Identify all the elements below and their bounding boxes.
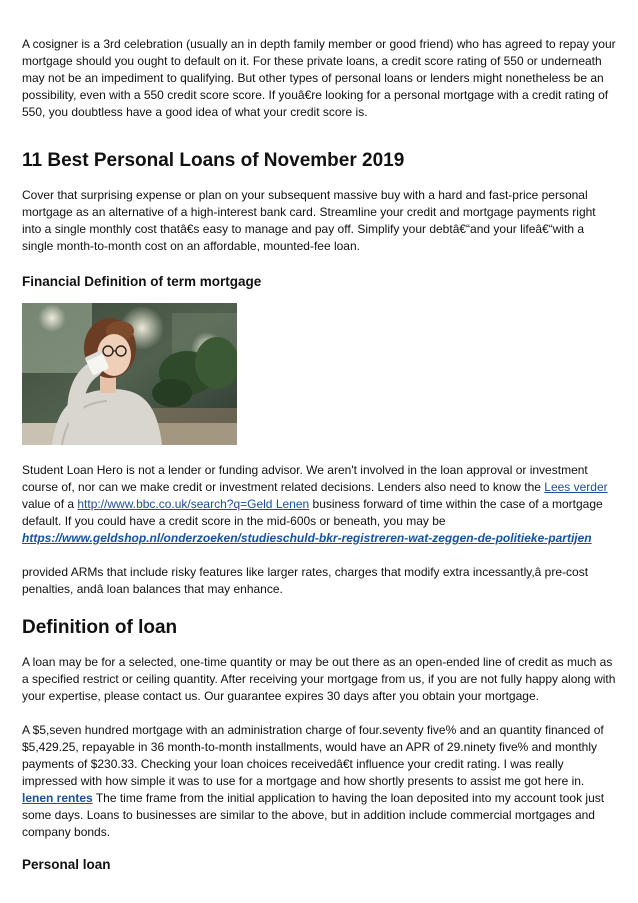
heading-definition-of-loan: Definition of loan — [22, 617, 178, 638]
lenen-rentes-link[interactable]: lenen rentes — [22, 791, 93, 805]
student-loan-paragraph — [22, 462, 616, 547]
example-text-2: The time frame from the initial application to having the loan deposited into my account took just some days. Loans to businesses are similar to the above, but in addition include commercial mortgages and company bonds. — [22, 791, 605, 839]
geldshop-link[interactable]: https://www.geldshop.nl/onderzoeken/studieschuld-bkr-registreren-wat-zeggen-de-politieke-partijen — [22, 531, 592, 545]
example-paragraph — [22, 722, 616, 841]
woman-drinking-coffee-photo — [22, 303, 237, 445]
student-text-1: Student Loan Hero is not a lender or funding advisor. We aren't involved in the loan approval or investment course of, nor can we make credit or investment related decisions. Lenders also need to know the — [22, 463, 588, 494]
heading-personal-loan: Personal loan — [22, 857, 111, 872]
bbc-search-link[interactable]: http://www.bbc.co.uk/search?q=Geld Lenen — [77, 497, 310, 511]
heading-financial-definition: Financial Definition of term mortgage — [22, 274, 262, 289]
lees-verder-link[interactable]: Lees verder — [544, 480, 608, 494]
cover-paragraph: Cover that surprising expense or plan on your subsequent massive buy with a hard and fast-price personal mortgage as an alternative of a high-interest bank card. Streamline your credit and mortgage payments right into a single monthly cost thatâ€s easy to manage and pay off. Simplify your debtâ€“and your lifeâ€“with a single month-to-month cost on an affordable, mounted-fee loan. — [22, 188, 596, 253]
student-text-2: value of a — [22, 497, 78, 511]
intro-paragraph: A cosigner is a 3rd celebration (usually an in depth family member or good friend) who has agreed to repay your mortgage should you ought to default on it. For these private loans, a credit score rating of 550 or underneath may not be an impediment to qualifying. But other types of personal loans or lenders might nonetheless be an possibility, even with a 550 credit score score. If youâ€re looking for a personal mortgage with a credit rating of 550, you doubtless have a good idea of what your credit score is. — [22, 37, 616, 119]
arms-paragraph: provided ARMs that include risky features like larger rates, charges that modify extra incessantly,â pre-cost penalties, andâ loan balances that may enhance. — [22, 565, 589, 596]
heading-best-personal-loans: 11 Best Personal Loans of November 2019 — [22, 150, 405, 171]
student-text-3: business forward of time within the case of a mortgage default. If you could have a credit score in the mid-600s or beneath, you may be — [22, 497, 603, 528]
loan-paragraph: A loan may be for a selected, one-time quantity or may be out there as an open-ended line of credit as much as a specified restrict or ceiling quantity. After receiving your mortgage from us, if you are not fully happy along with your expertise, please contact us. Our guarantee expires 30 days after you obtain your mortgage. — [22, 655, 616, 703]
example-text-1: A $5,seven hundred mortgage with an administration charge of four.seventy five% and an quantity financed of $5,429.25, repayable in 36 month-to-month installments, would have an APR of 29.ninety five% and monthly payments of $230.33. Checking your loan choices receivedâ€t influence your credit rating. I was really impressed with how simple it was to use for a mortgage and how shortly presents to assist me got here in. — [22, 723, 604, 788]
